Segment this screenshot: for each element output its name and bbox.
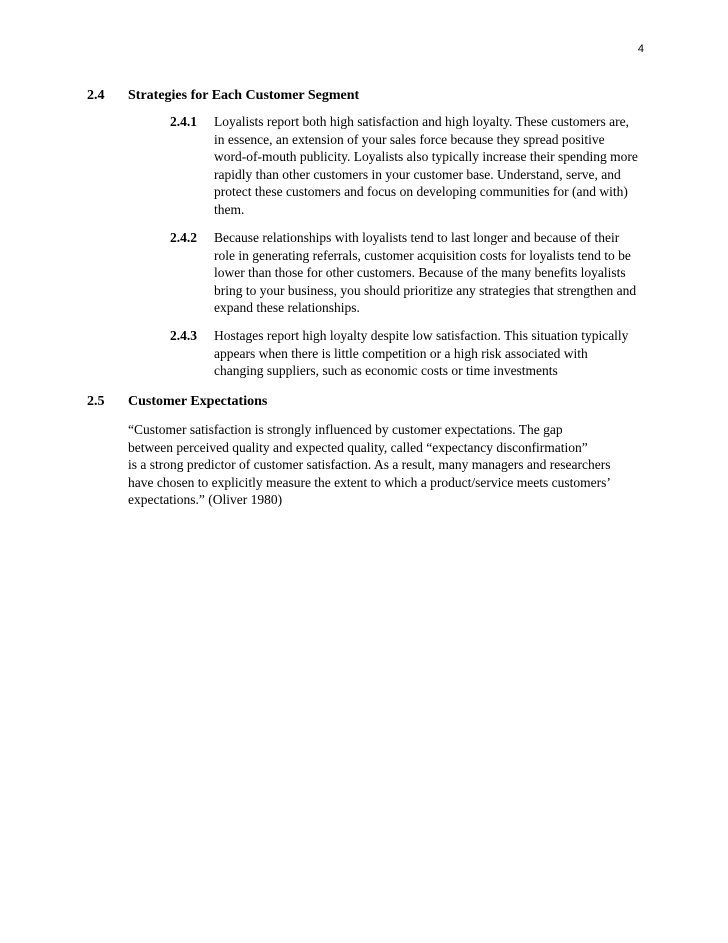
page-number: 4 xyxy=(637,43,644,55)
subsection-number: 2.4.1 xyxy=(170,114,197,129)
paragraph-line: between perceived quality and expected quality, called “expectancy disconfirmation” xyxy=(128,439,588,455)
subsection-text: Loyalists report both high satisfaction and high loyalty. These customers are, in essence, an extension of your sales force because they spread positive word-of-mouth publicity. Loyalists also typically increase their spending more rapidly than other customers in your customer base. Understand, serve, and protect these customers and focus on developing communities for (and with) them. xyxy=(214,114,638,217)
section-heading-2-4 xyxy=(87,87,359,105)
subsection-number: 2.4.3 xyxy=(170,328,197,343)
paragraph-line: expectations.” (Oliver 1980) xyxy=(128,492,283,508)
subsection-2-4-1 xyxy=(170,113,640,219)
section-heading-2-5 xyxy=(87,393,267,411)
subsection-number: 2.4.2 xyxy=(170,230,197,245)
section-title: Strategies for Each Customer Segment xyxy=(128,88,360,103)
subsection-text: Because relationships with loyalists tend to last longer and because of their role in generating referrals, customer acquisition costs for loyalists tend to be lower than those for other customers. Because of the many benefits loyalists bring to your business, you should prioritize any strategies that strengthen and expand these relationships. xyxy=(214,230,637,316)
paragraph-line: have chosen to explicitly measure the extent to which a product/service meets customers’ xyxy=(128,474,611,490)
quote-paragraph xyxy=(128,421,648,509)
subsection-text: Hostages report high loyalty despite low satisfaction. This situation typically appears when there is little competition or a high risk associated with changing suppliers, such as economic costs or time investments xyxy=(214,328,629,379)
subsection-2-4-2 xyxy=(170,229,640,317)
section-title: Customer Expectations xyxy=(128,394,268,409)
paragraph-line: is a strong predictor of customer satisfaction. As a result, many managers and researchers xyxy=(128,457,611,473)
subsection-2-4-3 xyxy=(170,327,640,380)
section-number: 2.5 xyxy=(87,394,105,409)
section-number: 2.4 xyxy=(87,88,105,103)
paragraph-line: “Customer satisfaction is strongly influenced by customer expectations. The gap xyxy=(128,422,563,437)
